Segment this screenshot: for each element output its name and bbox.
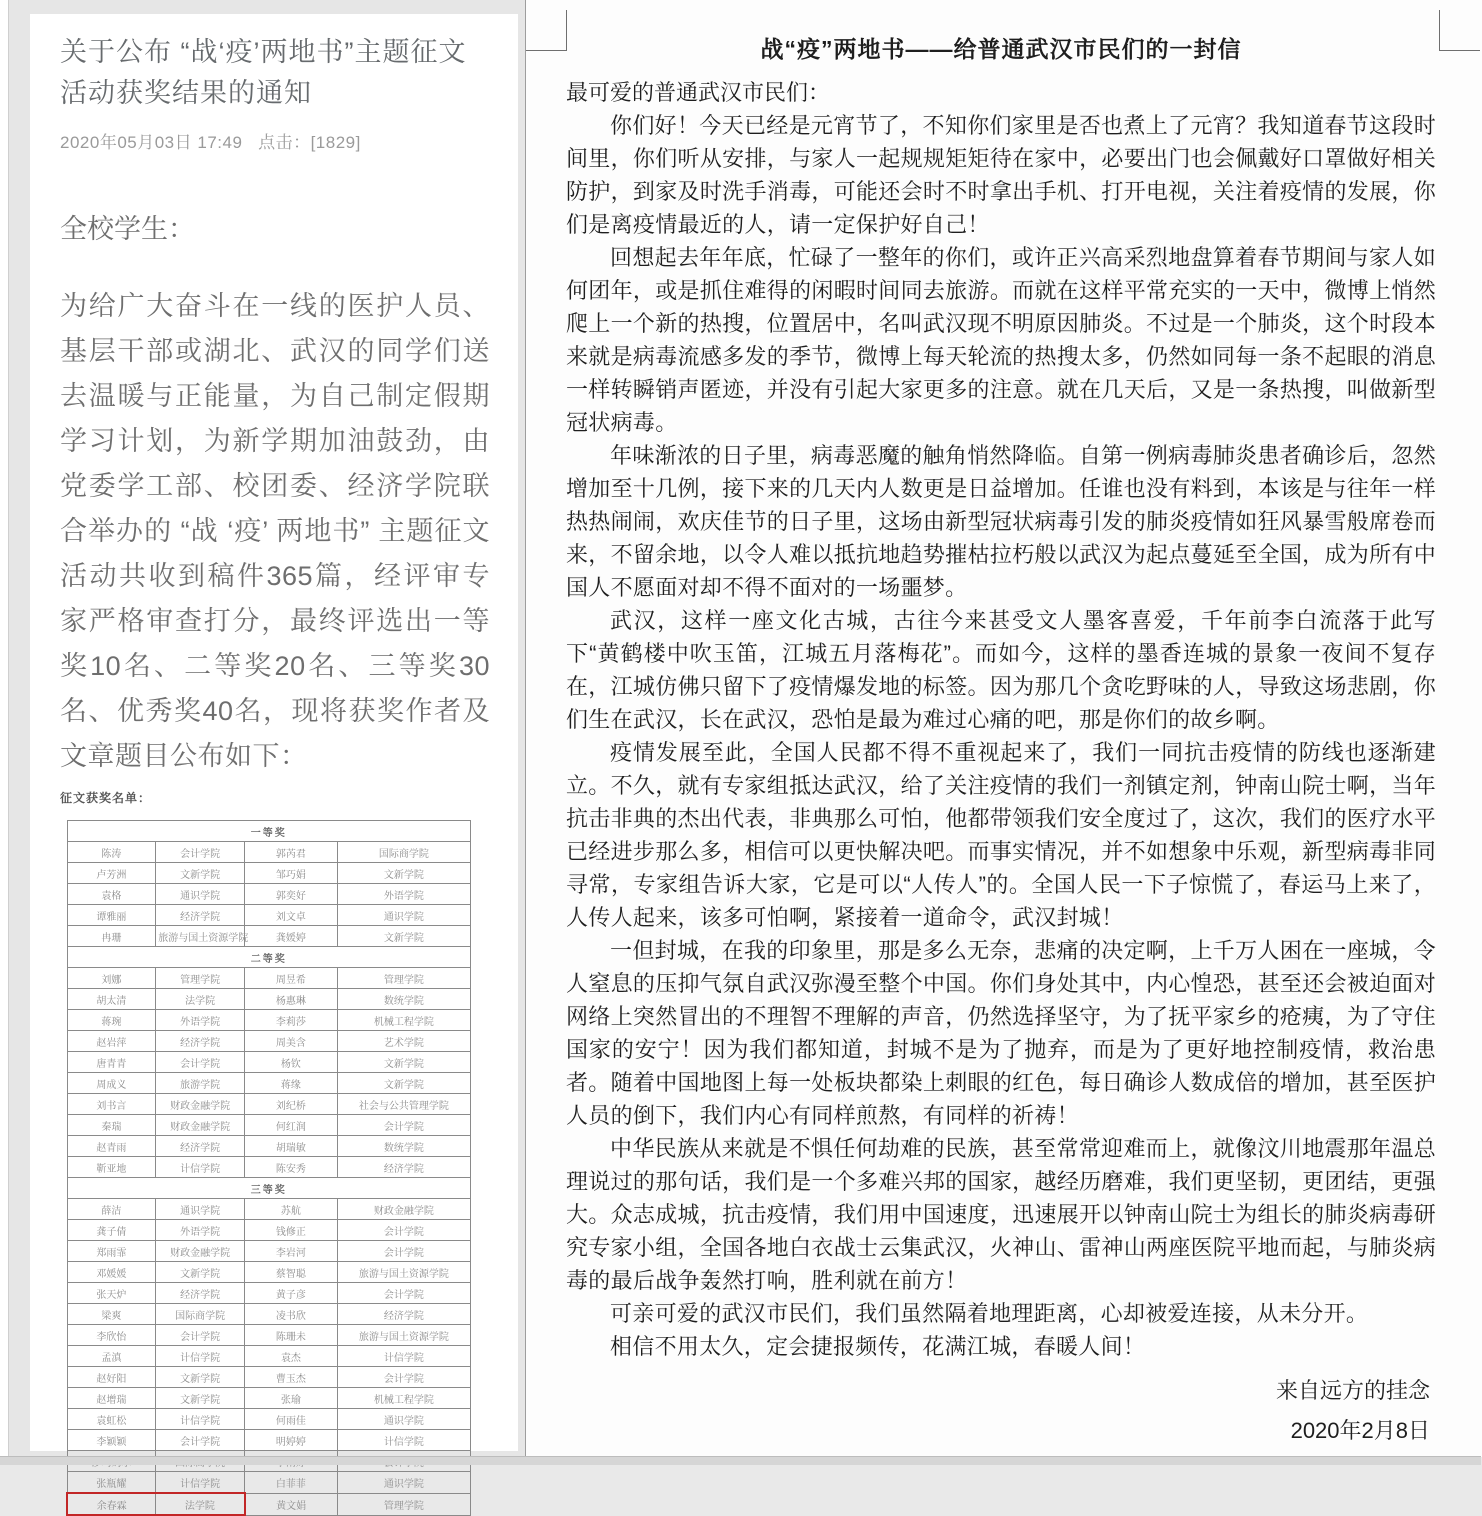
name-cell: 薛洁 xyxy=(67,1199,156,1220)
college-cell: 法学院 xyxy=(156,989,245,1010)
name-cell: 龚子倩 xyxy=(67,1220,156,1241)
college-cell: 会计学院 xyxy=(156,1052,245,1073)
college-cell: 计信学院 xyxy=(337,1346,470,1367)
award-section-row xyxy=(67,821,471,842)
name-cell: 刘文卓 xyxy=(245,905,338,926)
college-cell: 文新学院 xyxy=(337,863,470,884)
name-cell: 黄文娟 xyxy=(245,1493,338,1515)
college-cell: 通识学院 xyxy=(156,1199,245,1220)
award-row xyxy=(67,1493,471,1515)
college-cell: 管理学院 xyxy=(337,1493,470,1515)
award-row xyxy=(67,1094,471,1115)
award-row xyxy=(67,884,471,905)
name-cell: 袁杰 xyxy=(245,1346,338,1367)
award-row xyxy=(67,926,471,947)
college-cell: 外语学院 xyxy=(156,1220,245,1241)
college-cell: 计信学院 xyxy=(156,1346,245,1367)
college-cell: 会计学院 xyxy=(337,1115,470,1136)
award-row xyxy=(67,1325,471,1346)
name-cell: 靳亚地 xyxy=(67,1157,156,1178)
college-cell: 计信学院 xyxy=(156,1409,245,1430)
name-cell: 陈珊未 xyxy=(245,1325,338,1346)
name-cell: 赵增瑞 xyxy=(67,1388,156,1409)
award-row xyxy=(67,1304,471,1325)
college-cell: 会计学院 xyxy=(337,1283,470,1304)
college-cell: 会计学院 xyxy=(337,1241,470,1262)
college-cell: 旅游与国土资源学院 xyxy=(337,1262,470,1283)
name-cell: 谭雅丽 xyxy=(67,905,156,926)
college-cell: 法学院 xyxy=(156,1493,245,1515)
name-cell: 李欣怡 xyxy=(67,1325,156,1346)
award-row xyxy=(67,905,471,926)
letter-paragraph: 一但封城，在我的印象里，那是多么无奈，悲痛的决定啊，上千万人困在一座城，令人窒息的压抑气氛自武汉弥漫至整个中国。你们身处其中，内心惶恐，甚至还会被迫面对网络上突然冒出的不理智不理解的声音，仍然选择坚守，为了抚平家乡的疮痍，为了守住国家的安宁！因为我们都知道，封城不是为了抛弃，而是为了更好地控制疫情，救治患者。随着中国地图上每一处板块都染上刺眼的红色，每日确诊人数成倍的增加，甚至医护人员的倒下，我们内心有同样煎熬，有同样的祈祷！ xyxy=(566,938,1436,1128)
letter-date: 2020年2月8日 xyxy=(1290,1418,1430,1443)
award-row xyxy=(67,1409,471,1430)
name-cell: 梁爽 xyxy=(67,1304,156,1325)
award-row xyxy=(67,1283,471,1304)
college-cell: 旅游与国土资源学院 xyxy=(337,1325,470,1346)
college-cell: 通识学院 xyxy=(337,1409,470,1430)
college-cell: 计信学院 xyxy=(156,1157,245,1178)
name-cell: 李岩河 xyxy=(245,1241,338,1262)
name-cell: 杨惠琳 xyxy=(245,989,338,1010)
name-cell: 秦瑞 xyxy=(67,1115,156,1136)
award-row xyxy=(67,1031,471,1052)
name-cell: 唐青青 xyxy=(67,1052,156,1073)
college-cell: 财政金融学院 xyxy=(337,1199,470,1220)
college-cell: 经济学院 xyxy=(156,1136,245,1157)
college-cell: 数统学院 xyxy=(337,1136,470,1157)
name-cell: 张瑜 xyxy=(245,1388,338,1409)
name-cell: 周昱希 xyxy=(245,968,338,989)
college-cell: 文新学院 xyxy=(337,1073,470,1094)
notice-meta xyxy=(60,128,490,153)
award-row xyxy=(67,842,471,863)
name-cell: 张瓶耀 xyxy=(67,1472,156,1494)
letter-paragraphs xyxy=(566,109,1436,1363)
college-cell: 会计学院 xyxy=(156,1430,245,1451)
name-cell: 周美含 xyxy=(245,1031,338,1052)
name-cell: 赵岩萍 xyxy=(67,1031,156,1052)
left-page-edge xyxy=(0,0,9,1465)
name-cell: 黄子彦 xyxy=(245,1283,338,1304)
college-cell: 会计学院 xyxy=(156,1325,245,1346)
notice-date: 2020年05月03日 17:49 xyxy=(60,133,243,152)
name-cell: 蔡智聪 xyxy=(245,1262,338,1283)
award-row xyxy=(67,1199,471,1220)
name-cell: 余春霖 xyxy=(67,1493,156,1515)
notice-salutation: 全校学生： xyxy=(60,214,195,244)
college-cell: 管理学院 xyxy=(156,968,245,989)
letter-paragraph: 武汉，这样一座文化古城，古往今来甚受文人墨客喜爱，千年前李白流落于此写下“黄鹤楼中吹玉笛，江城五月落梅花”。而如今，这样的墨香连城的景象一夜间不复存在，江城仿佛只留下了疫情爆发地的标签。因为那几个贪吃野味的人，导致这场悲剧，你们生在武汉，长在武汉，恐怕是最为难过心痛的吧，那是你们的故乡啊。 xyxy=(566,608,1436,732)
notice-hits: 点击：[1829] xyxy=(258,133,361,152)
award-table-label: 征文获奖名单： xyxy=(60,791,152,805)
college-cell: 通识学院 xyxy=(337,905,470,926)
college-cell: 机械工程学院 xyxy=(337,1388,470,1409)
award-row xyxy=(67,1073,471,1094)
name-cell: 凌书欣 xyxy=(245,1304,338,1325)
college-cell: 经济学院 xyxy=(156,1031,245,1052)
name-cell: 胡瑞敏 xyxy=(245,1136,338,1157)
page-margin-corner-left xyxy=(526,10,567,51)
award-row xyxy=(67,1262,471,1283)
name-cell: 陈涛 xyxy=(67,842,156,863)
name-cell: 李颖颖 xyxy=(67,1430,156,1451)
college-cell: 经济学院 xyxy=(156,905,245,926)
award-row xyxy=(67,1220,471,1241)
letter-paragraph: 疫情发展至此，全国人民都不得不重视起来了，我们一同抗击疫情的防线也逐渐建立。不久，就有专家组抵达武汉，给了关注疫情的我们一剂镇定剂，钟南山院士啊，当年抗击非典的杰出代表，非典那么可怕，他都带领我们安全度过了，这次，我们的医疗水平已经进步那么多，相信可以更快解决吧。而事实情况，并不如想象中乐观，新型病毒非同寻常，专家组告诉大家，它是可以“人传人”的。全国人民一下子惊慌了，春运马上来了，人传人起来，该多可怕啊，紧接着一道命令，武汉封城！ xyxy=(566,740,1436,930)
name-cell: 何红润 xyxy=(245,1115,338,1136)
name-cell: 袁格 xyxy=(67,884,156,905)
notice-title: 关于公布 “战‘疫’两地书”主题征文活动获奖结果的通知 xyxy=(60,37,467,108)
page-margin-corner-right xyxy=(1439,10,1480,51)
award-row xyxy=(67,1010,471,1031)
college-cell: 通识学院 xyxy=(337,1472,470,1494)
name-cell: 郑雨霏 xyxy=(67,1241,156,1262)
award-table xyxy=(66,820,471,1516)
college-cell: 会计学院 xyxy=(337,1220,470,1241)
name-cell: 李莉莎 xyxy=(245,1010,338,1031)
letter-salutation: 最可爱的普通武汉市民们： xyxy=(566,80,831,105)
name-cell: 郭奕好 xyxy=(245,884,338,905)
college-cell: 财政金融学院 xyxy=(156,1094,245,1115)
college-cell: 外语学院 xyxy=(156,1010,245,1031)
letter-paragraph: 回想起去年年底，忙碌了一整年的你们，或许正兴高采烈地盘算着春节期间与家人如何团年，或是抓住难得的闲暇时间同去旅游。而就在这样平常充实的一天中，微博上悄然爬上一个新的热搜，位置居中，名叫武汉现不明原因肺炎。不过是一个肺炎，这个时段本来就是病毒流感多发的季节，微博上每天轮流的热搜太多，仍然如同每一条不起眼的消息一样转瞬销声匿迹，并没有引起大家更多的注意。就在几天后，又是一条热搜，叫做新型冠状病毒。 xyxy=(566,245,1436,435)
college-cell: 通识学院 xyxy=(156,884,245,905)
name-cell: 何雨佳 xyxy=(245,1409,338,1430)
college-cell: 会计学院 xyxy=(156,842,245,863)
college-cell: 文新学院 xyxy=(156,1388,245,1409)
letter-page xyxy=(525,0,1482,1457)
award-section-row xyxy=(67,947,471,968)
college-cell: 旅游与国土资源学院 xyxy=(156,926,245,947)
college-cell: 财政金融学院 xyxy=(156,1115,245,1136)
award-row xyxy=(67,1136,471,1157)
college-cell: 旅游学院 xyxy=(156,1073,245,1094)
name-cell: 刘娜 xyxy=(67,968,156,989)
college-cell: 经济学院 xyxy=(156,1283,245,1304)
name-cell: 刘纪桥 xyxy=(245,1094,338,1115)
college-cell: 文新学院 xyxy=(337,1052,470,1073)
college-cell: 管理学院 xyxy=(337,968,470,989)
letter-paragraph: 中华民族从来就是不惧任何劫难的民族，甚至常常迎难而上，就像汶川地震那年温总理说过的那句话，我们是一个多难兴邦的国家，越经历磨难，我们更坚韧，更团结，更强大。众志成城，抗击疫情，我们用中国速度，迅速展开以钟南山院士为组长的肺炎病毒研究专家小组，全国各地白衣战士云集武汉，火神山、雷神山两座医院平地而起，与肺炎病毒的最后战争轰然打响，胜利就在前方！ xyxy=(566,1136,1436,1293)
college-cell: 机械工程学院 xyxy=(337,1010,470,1031)
award-row xyxy=(67,1367,471,1388)
college-cell: 国际商学院 xyxy=(337,842,470,863)
award-row xyxy=(67,968,471,989)
college-cell: 外语学院 xyxy=(337,884,470,905)
college-cell: 计信学院 xyxy=(156,1472,245,1494)
letter-paragraph: 可亲可爱的武汉市民们，我们虽然隔着地理距离，心却被爱连接，从未分开。 xyxy=(610,1301,1369,1326)
college-cell: 国际商学院 xyxy=(156,1304,245,1325)
notice-page xyxy=(0,0,525,1512)
name-cell: 卢芳洲 xyxy=(67,863,156,884)
award-row xyxy=(67,1346,471,1367)
name-cell: 陈安秀 xyxy=(245,1157,338,1178)
college-cell: 文新学院 xyxy=(337,926,470,947)
award-row xyxy=(67,989,471,1010)
college-cell: 计信学院 xyxy=(337,1430,470,1451)
award-row xyxy=(67,863,471,884)
college-cell: 数统学院 xyxy=(337,989,470,1010)
award-section-header: 三等奖 xyxy=(67,1178,471,1199)
name-cell: 明婷婷 xyxy=(245,1430,338,1451)
name-cell: 胡太清 xyxy=(67,989,156,1010)
name-cell: 龚媛婷 xyxy=(245,926,338,947)
notice-body: 为给广大奋斗在一线的医护人员、基层干部或湖北、武汉的同学们送去温暖与正能量，为自己制定假期学习计划，为新学期加油鼓劲，由党委学工部、校团委、经济学院联合举办的 “战 ‘疫’ 两地书” 主题征文活动共收到稿件365篇，经评审专家严格审查打分，最终评选出一等奖10名、二等奖20名、三等奖30名、优秀奖40名，现将获奖作者及文章题目公布如下： xyxy=(60,291,490,771)
college-cell: 文新学院 xyxy=(156,863,245,884)
letter-paragraph: 相信不用太久，定会捷报频传，花满江城，春暖人间！ xyxy=(610,1334,1146,1359)
name-cell: 苏航 xyxy=(245,1199,338,1220)
award-section-header: 一等奖 xyxy=(67,821,471,842)
college-cell: 经济学院 xyxy=(337,1157,470,1178)
award-section-row xyxy=(67,1178,471,1199)
college-cell: 文新学院 xyxy=(156,1367,245,1388)
name-cell: 曹玉杰 xyxy=(245,1367,338,1388)
name-cell: 孟滇 xyxy=(67,1346,156,1367)
letter-signature: 来自远方的挂念 xyxy=(1275,1378,1430,1403)
name-cell: 蒋琬 xyxy=(67,1010,156,1031)
award-row xyxy=(67,1430,471,1451)
award-row xyxy=(67,1241,471,1262)
letter-paragraph: 你们好！今天已经是元宵节了，不知你们家里是否也煮上了元宵？我知道春节这段时间里，你们听从安排，与家人一起规规矩矩待在家中，必要出门也会佩戴好口罩做好相关防护，到家及时洗手消毒，可能还会时不时拿出手机、打开电视，关注着疫情的发展，你们是离疫情最近的人，请一定保护好自己！ xyxy=(566,113,1436,237)
name-cell: 刘书言 xyxy=(67,1094,156,1115)
award-row xyxy=(67,1052,471,1073)
name-cell: 郭芮君 xyxy=(245,842,338,863)
award-row xyxy=(67,1115,471,1136)
name-cell: 白菲菲 xyxy=(245,1472,338,1494)
name-cell: 周成义 xyxy=(67,1073,156,1094)
award-row xyxy=(67,1157,471,1178)
notice-card xyxy=(30,14,518,1512)
college-cell: 经济学院 xyxy=(337,1304,470,1325)
award-table-body xyxy=(67,821,471,1516)
name-cell: 蒋缘 xyxy=(245,1073,338,1094)
name-cell: 钱修正 xyxy=(245,1220,338,1241)
award-row xyxy=(67,1472,471,1494)
name-cell: 赵好阳 xyxy=(67,1367,156,1388)
college-cell: 社会与公共管理学院 xyxy=(337,1094,470,1115)
college-cell: 会计学院 xyxy=(337,1367,470,1388)
page-bottom-edge xyxy=(0,1456,1481,1465)
letter-paragraph: 年味渐浓的日子里，病毒恶魔的触角悄然降临。自第一例病毒肺炎患者确诊后，忽然增加至十几例，接下来的几天内人数更是日益增加。任谁也没有料到，本该是与往年一样热热闹闹，欢庆佳节的日子里，这场由新型冠状病毒引发的肺炎疫情如狂风暴雪般席卷而来，不留余地，以令人难以抵抗地趋势摧枯拉朽般以武汉为起点蔓延至全国，成为所有中国人不愿面对却不得不面对的一场噩梦。 xyxy=(566,443,1436,600)
name-cell: 张天炉 xyxy=(67,1283,156,1304)
name-cell: 邓媛媛 xyxy=(67,1262,156,1283)
college-cell: 文新学院 xyxy=(156,1262,245,1283)
name-cell: 冉珊 xyxy=(67,926,156,947)
name-cell: 杨钦 xyxy=(245,1052,338,1073)
name-cell: 袁虹松 xyxy=(67,1409,156,1430)
college-cell: 艺术学院 xyxy=(337,1031,470,1052)
college-cell: 财政金融学院 xyxy=(156,1241,245,1262)
name-cell: 赵青雨 xyxy=(67,1136,156,1157)
award-section-header: 二等奖 xyxy=(67,947,471,968)
letter-title: 战“疫”两地书——给普通武汉市民们的一封信 xyxy=(760,36,1242,62)
award-row xyxy=(67,1388,471,1409)
name-cell: 邹巧娟 xyxy=(245,863,338,884)
